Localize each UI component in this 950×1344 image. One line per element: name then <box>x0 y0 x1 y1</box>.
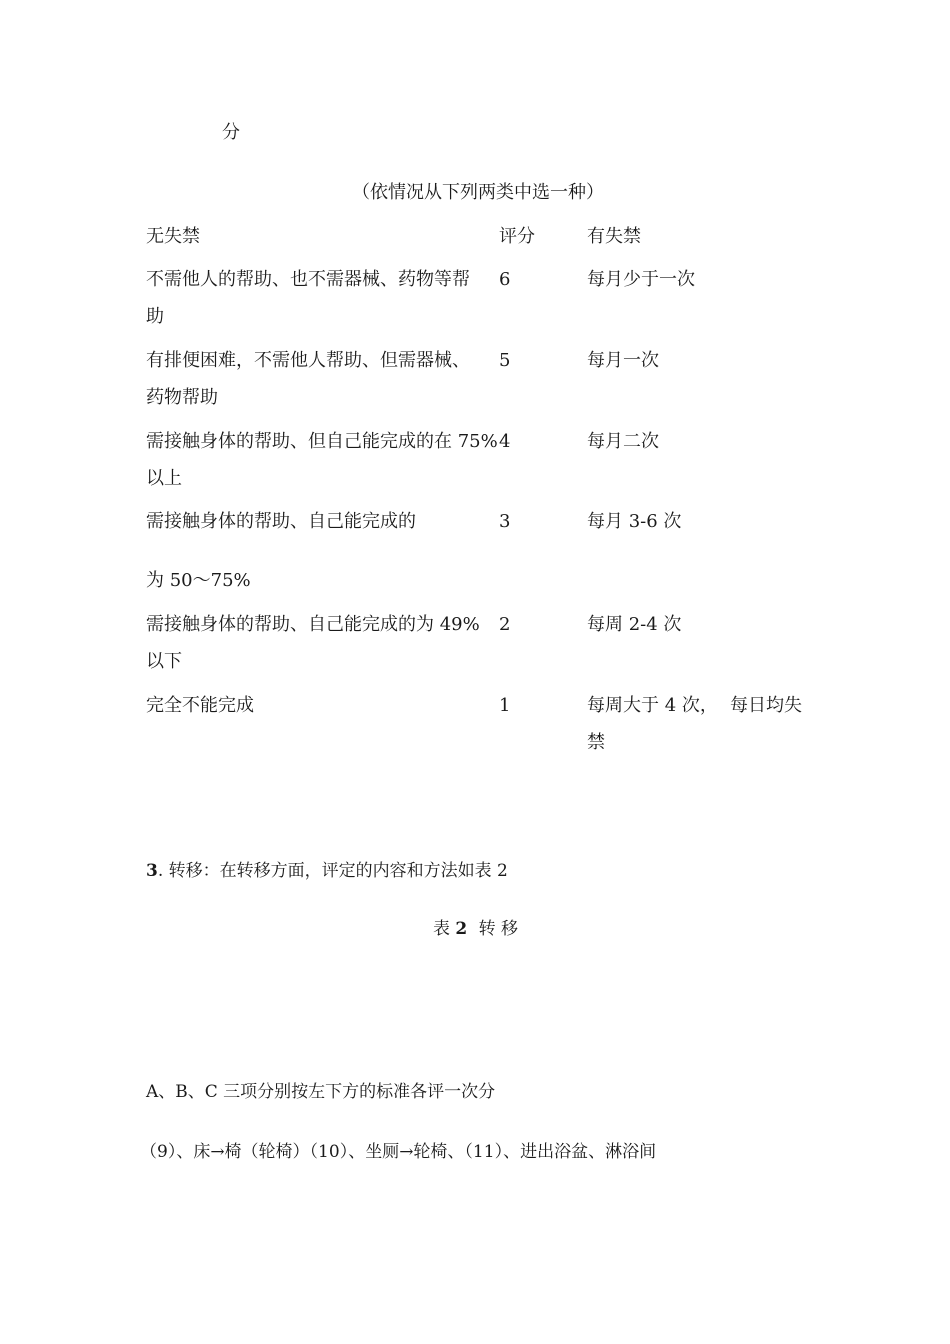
table-2-caption <box>433 917 518 941</box>
header-no-incontinence: 无失禁 <box>146 226 200 247</box>
header-incontinence: 有失禁 <box>587 226 641 247</box>
top-fragment: 分 <box>222 122 240 143</box>
caption-title: 转 移 <box>478 919 519 939</box>
row-score: 3 <box>499 511 511 532</box>
row-desc-line: 药物帮助 <box>146 387 218 408</box>
items-line: （9）、床→椅（轮椅）（10）、坐厕→轮椅、（11）、进出浴盆、淋浴间 <box>140 1142 657 1162</box>
row-score: 5 <box>499 350 511 371</box>
row-frequency: 每月少于一次 <box>587 269 695 290</box>
caption-number: 2 <box>455 919 468 939</box>
row-score: 4 <box>499 431 511 452</box>
instruction-text: （依情况从下列两类中选一种） <box>352 182 604 203</box>
row-frequency: 每月二次 <box>587 431 659 452</box>
section-3-heading <box>146 859 508 883</box>
row-desc-line: 有排便困难，不需他人帮助、但需器械、 <box>146 350 470 371</box>
row-frequency: 每周大于 4 次， <box>587 695 718 716</box>
header-score: 评分 <box>499 226 535 247</box>
row-desc-line: 完全不能完成 <box>146 695 254 716</box>
caption-prefix: 表 <box>433 919 450 939</box>
row-desc-line: 需接触身体的帮助、自己能完成的 <box>146 511 416 532</box>
row-score: 2 <box>499 614 511 635</box>
row-frequency: 每周 2-4 次 <box>587 614 682 635</box>
row-desc-line: 为 50～75% <box>146 570 251 591</box>
row-desc-line: 以下 <box>146 651 182 672</box>
row-desc-line: 以上 <box>146 468 182 489</box>
row-frequency: 每月一次 <box>587 350 659 371</box>
row-frequency-extra: 每日均失 <box>730 695 802 716</box>
row-frequency: 每月 3-6 次 <box>587 511 682 532</box>
row-frequency: 禁 <box>587 732 605 753</box>
row-desc-line: 需接触身体的帮助、但自己能完成的在 75% <box>146 431 498 452</box>
section-text: . 转移：在转移方面，评定的内容和方法如表 2 <box>157 861 508 881</box>
row-desc-line: 助 <box>146 306 164 327</box>
row-score: 6 <box>499 269 511 290</box>
row-score: 1 <box>499 695 511 716</box>
row-desc-line: 不需他人的帮助、也不需器械、药物等帮 <box>146 269 470 290</box>
note-line: A、B、C 三项分别按左下方的标准各评一次分 <box>146 1082 496 1102</box>
row-desc-line: 需接触身体的帮助、自己能完成的为 49% <box>146 614 480 635</box>
section-number: 3 <box>146 861 158 881</box>
